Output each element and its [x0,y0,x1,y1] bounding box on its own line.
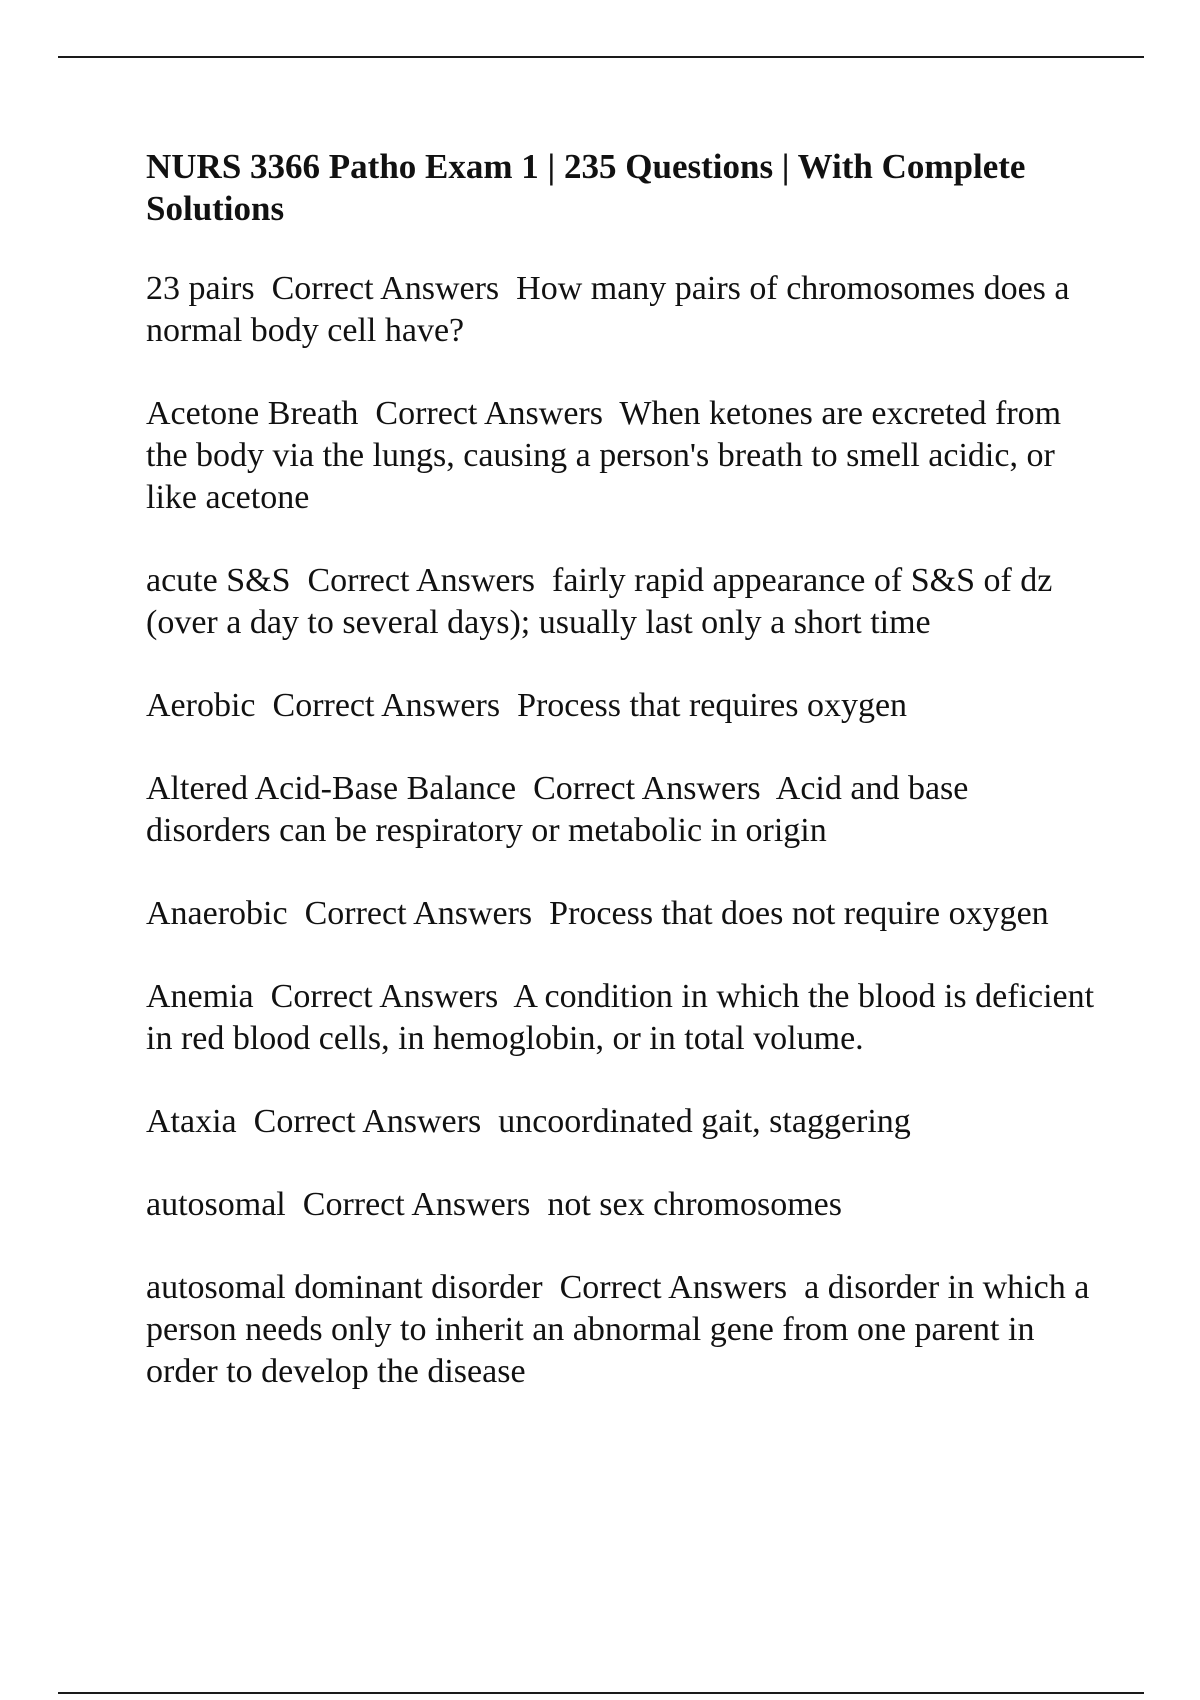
entry-answer-label: Correct Answers [270,978,499,1015]
qa-entry [146,976,1103,1060]
entry-answer-label: Correct Answers [302,1186,531,1223]
entry-answer-label: Correct Answers [533,770,761,807]
entry-definition: fairly rapid appearance of S&S of dz (over a day to several days); usually last only a short time [146,562,1061,641]
entry-term: Acetone Breath [146,395,359,432]
document-title: NURS 3366 Patho Exam 1 | 235 Questions | With Complete Solutions [146,147,1026,228]
entry-term: Aerobic [146,687,256,724]
entry-definition: Process that requires oxygen [517,687,908,724]
qa-entry [146,1184,1096,1226]
qa-entry [146,1101,1096,1143]
entry-definition: Acid and base disorders can be respiratory or metabolic in origin [146,770,977,849]
document-body [146,146,1103,1434]
entry-definition: not sex chromosomes [547,1186,842,1223]
entry-answer-label: Correct Answers [271,270,500,307]
qa-entry [146,768,1096,852]
entry-answer-label: Correct Answers [375,395,603,432]
qa-entry [146,393,1096,519]
qa-entry [146,1267,1096,1393]
qa-entry [146,685,1096,727]
entry-answer-label: Correct Answers [304,895,533,932]
top-divider [58,56,1144,58]
entry-term: Ataxia [146,1103,237,1140]
bottom-divider [58,1692,1144,1694]
entry-answer-label: Correct Answers [272,687,501,724]
entry-term: autosomal dominant disorder [146,1269,543,1306]
entry-definition: uncoordinated gait, staggering [498,1103,911,1140]
entry-answer-label: Correct Answers [253,1103,482,1140]
entry-term: Anaerobic [146,895,288,932]
entry-definition: How many pairs of chromosomes does a normal body cell have? [146,270,1078,349]
qa-entry [146,268,1096,352]
qa-entry [146,893,1096,935]
entry-definition: When ketones are excreted from the body via the lungs, causing a person's breath to smell acidic, or like acetone [146,395,1070,516]
entry-definition: a disorder in which a person needs only to inherit an abnormal gene from one parent in order to develop the disease [146,1269,1098,1390]
entry-answer-label: Correct Answers [559,1269,788,1306]
entry-term: 23 pairs [146,270,255,307]
qa-entry [146,560,1096,644]
entry-definition: Process that does not require oxygen [549,895,1049,932]
entry-term: acute S&S [146,562,291,599]
entry-term: Anemia [146,978,254,1015]
entry-term: Altered Acid-Base Balance [146,770,517,807]
entry-term: autosomal [146,1186,286,1223]
entry-answer-label: Correct Answers [307,562,536,599]
entry-definition: A condition in which the blood is deficient in red blood cells, in hemoglobin, or in total volume. [146,978,1103,1057]
